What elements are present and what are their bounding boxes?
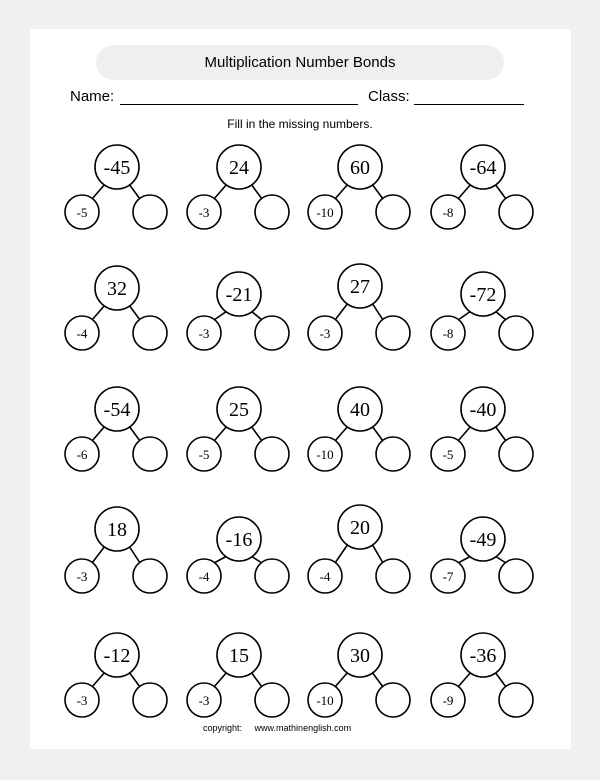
product-number: 30 bbox=[350, 645, 370, 667]
bond-line-left bbox=[335, 426, 348, 441]
answer-circle[interactable] bbox=[133, 195, 167, 229]
bond-line-right bbox=[495, 184, 506, 199]
bond-line-left bbox=[92, 305, 105, 320]
product-number: -36 bbox=[469, 645, 497, 667]
instructions-text: Fill in the missing numbers. bbox=[227, 117, 373, 131]
factor-number: -4 bbox=[319, 569, 331, 584]
answer-circle[interactable] bbox=[255, 316, 289, 350]
number-bond bbox=[308, 505, 410, 593]
number-bond bbox=[187, 272, 289, 350]
number-bond bbox=[308, 633, 410, 717]
answer-circle[interactable] bbox=[376, 559, 410, 593]
product-number: -64 bbox=[469, 157, 497, 179]
factor-number: -3 bbox=[319, 326, 331, 341]
factor-number: -3 bbox=[198, 205, 210, 220]
bond-line-right bbox=[129, 426, 140, 441]
bond-line-left bbox=[214, 672, 227, 687]
footer bbox=[203, 723, 351, 733]
bond-line-right bbox=[495, 426, 506, 441]
number-bond bbox=[65, 633, 167, 717]
factor-number: -8 bbox=[442, 326, 454, 341]
bond-line-left bbox=[458, 672, 471, 687]
answer-circle[interactable] bbox=[255, 437, 289, 471]
answer-circle[interactable] bbox=[133, 559, 167, 593]
bond-line-left bbox=[214, 556, 227, 563]
number-bond bbox=[187, 145, 289, 229]
product-number: -49 bbox=[469, 529, 497, 551]
factor-number: -5 bbox=[442, 447, 454, 462]
product-number: -16 bbox=[225, 529, 253, 551]
bond-line-right bbox=[129, 184, 140, 199]
name-label: Name: bbox=[70, 88, 115, 105]
product-number: -45 bbox=[103, 157, 131, 179]
bond-line-left bbox=[335, 184, 348, 199]
number-bond bbox=[187, 517, 289, 593]
bond-line-right bbox=[372, 672, 383, 687]
answer-circle[interactable] bbox=[499, 195, 533, 229]
factor-number: -3 bbox=[198, 326, 210, 341]
number-bond bbox=[431, 272, 533, 350]
product-number: 18 bbox=[107, 519, 127, 541]
product-number: 32 bbox=[107, 278, 127, 300]
bond-line-right bbox=[372, 426, 383, 441]
product-number: -12 bbox=[103, 645, 131, 667]
answer-circle[interactable] bbox=[255, 195, 289, 229]
number-bond bbox=[431, 387, 533, 471]
factor-number: -6 bbox=[76, 447, 88, 462]
bond-line-right bbox=[129, 305, 140, 320]
number-bond bbox=[308, 264, 410, 350]
number-bond bbox=[431, 633, 533, 717]
number-bond bbox=[308, 387, 410, 471]
answer-circle[interactable] bbox=[133, 683, 167, 717]
bond-line-right bbox=[372, 184, 383, 199]
answer-circle[interactable] bbox=[499, 316, 533, 350]
answer-circle[interactable] bbox=[255, 683, 289, 717]
factor-number: -5 bbox=[198, 447, 210, 462]
bond-line-left bbox=[92, 546, 105, 563]
answer-circle[interactable] bbox=[133, 316, 167, 350]
bond-line-left bbox=[335, 303, 348, 320]
answer-circle[interactable] bbox=[133, 437, 167, 471]
product-number: -54 bbox=[103, 399, 131, 421]
number-bond bbox=[187, 387, 289, 471]
bond-line-left bbox=[214, 426, 227, 441]
worksheet-title: Multiplication Number Bonds bbox=[96, 45, 504, 80]
footer-copyright: copyright: bbox=[203, 723, 243, 733]
number-bond bbox=[308, 145, 410, 229]
bond-line-right bbox=[129, 546, 140, 563]
factor-number: -3 bbox=[76, 569, 88, 584]
product-number: -40 bbox=[469, 399, 497, 421]
bond-line-right bbox=[129, 672, 140, 687]
answer-circle[interactable] bbox=[376, 195, 410, 229]
bond-line-right bbox=[372, 303, 383, 320]
factor-number: -8 bbox=[442, 205, 454, 220]
bond-line-left bbox=[92, 184, 105, 199]
product-number: 60 bbox=[350, 157, 370, 179]
factor-number: -5 bbox=[76, 205, 88, 220]
bond-line-left bbox=[92, 426, 105, 441]
number-bond bbox=[65, 387, 167, 471]
product-number: -21 bbox=[225, 284, 253, 306]
answer-circle[interactable] bbox=[499, 437, 533, 471]
factor-number: -7 bbox=[442, 569, 454, 584]
number-bond bbox=[65, 145, 167, 229]
product-number: 15 bbox=[229, 645, 249, 667]
factor-number: -9 bbox=[442, 693, 454, 708]
bond-line-left bbox=[458, 426, 471, 441]
factor-number: -4 bbox=[198, 569, 210, 584]
product-number: 25 bbox=[229, 399, 249, 421]
answer-circle[interactable] bbox=[499, 559, 533, 593]
number-bond bbox=[65, 507, 167, 593]
bond-line-left bbox=[335, 672, 348, 687]
factor-number: -3 bbox=[198, 693, 210, 708]
answer-circle[interactable] bbox=[255, 559, 289, 593]
bond-line-right bbox=[251, 311, 262, 320]
answer-circle[interactable] bbox=[376, 316, 410, 350]
bond-line-right bbox=[251, 426, 262, 441]
bond-line-left bbox=[214, 311, 227, 320]
bond-line-left bbox=[214, 184, 227, 199]
number-bond bbox=[431, 517, 533, 593]
class-label: Class: bbox=[368, 88, 410, 105]
answer-circle[interactable] bbox=[499, 683, 533, 717]
footer-url: www.mathinenglish.com bbox=[254, 723, 352, 733]
bond-line-left bbox=[458, 184, 471, 199]
number-bond bbox=[65, 266, 167, 350]
bond-line-right bbox=[372, 544, 383, 563]
answer-circle[interactable] bbox=[376, 437, 410, 471]
product-number: 40 bbox=[350, 399, 370, 421]
bond-line-left bbox=[92, 672, 105, 687]
factor-number: -10 bbox=[316, 693, 334, 708]
factor-number: -10 bbox=[316, 205, 334, 220]
product-number: 24 bbox=[229, 157, 249, 179]
number-bond bbox=[187, 633, 289, 717]
product-number: 27 bbox=[350, 276, 370, 298]
bond-line-right bbox=[251, 672, 262, 687]
answer-circle[interactable] bbox=[376, 683, 410, 717]
bond-line-right bbox=[495, 672, 506, 687]
bond-line-left bbox=[335, 544, 348, 563]
bond-line-left bbox=[458, 556, 471, 563]
product-number: -72 bbox=[469, 284, 497, 306]
bond-line-right bbox=[495, 311, 506, 320]
factor-number: -3 bbox=[76, 693, 88, 708]
factor-number: -4 bbox=[76, 326, 88, 341]
product-number: 20 bbox=[350, 517, 370, 539]
bond-line-right bbox=[251, 184, 262, 199]
bond-line-left bbox=[458, 311, 471, 320]
number-bond bbox=[431, 145, 533, 229]
factor-number: -10 bbox=[316, 447, 334, 462]
